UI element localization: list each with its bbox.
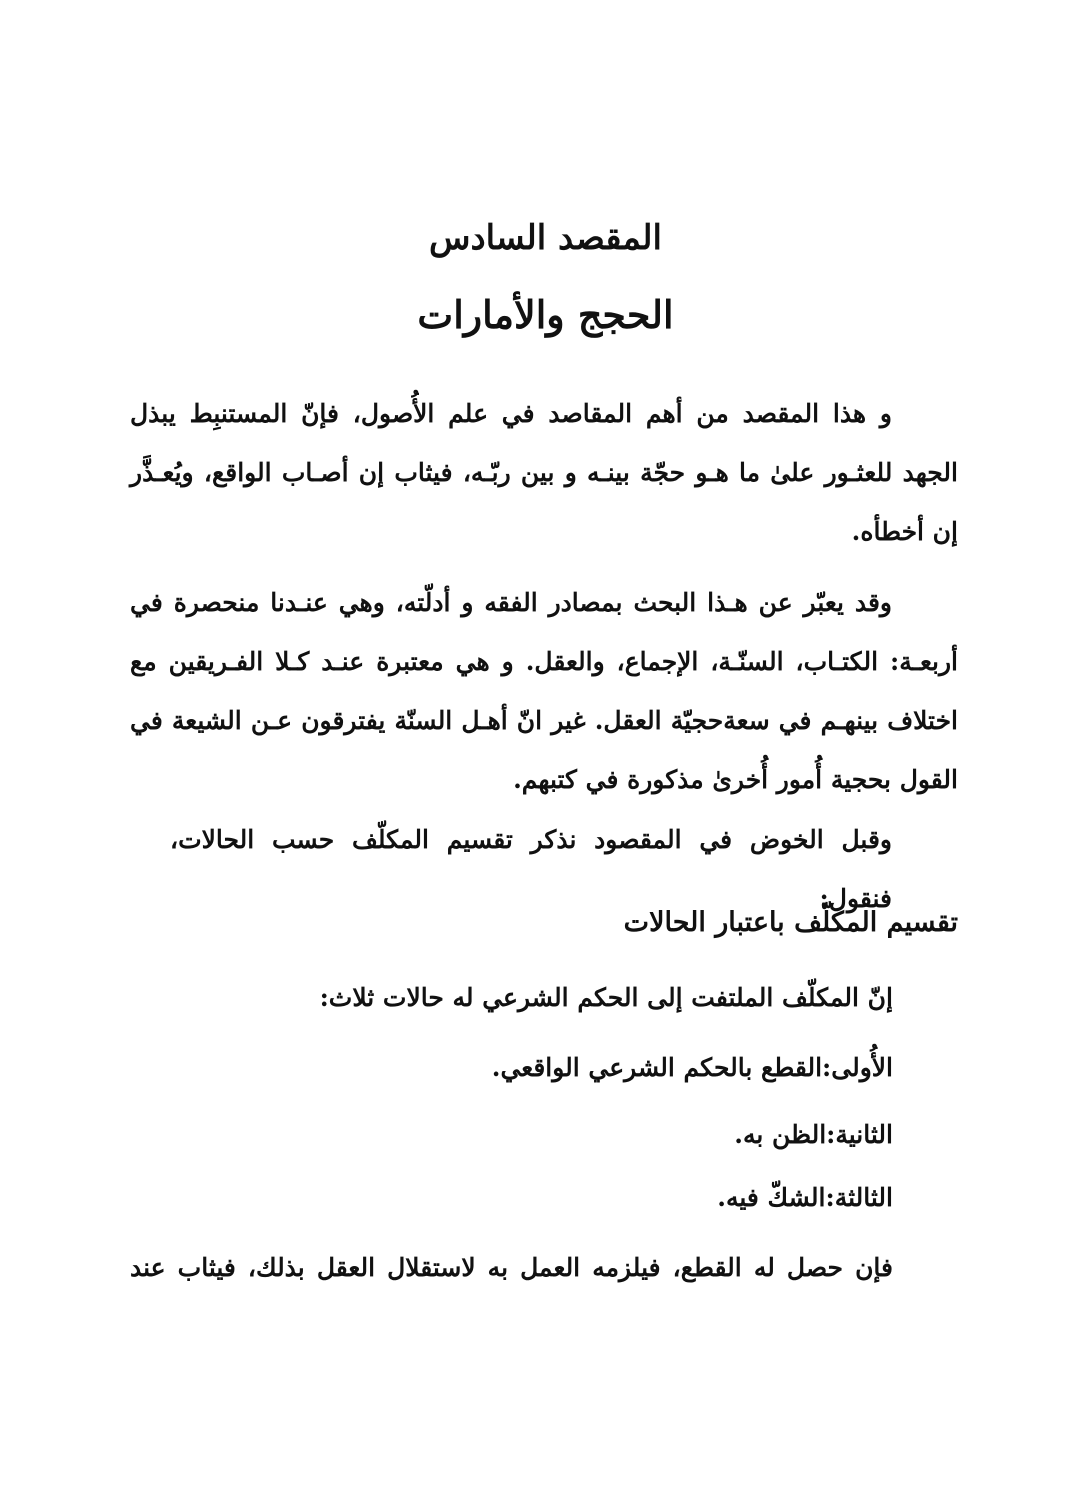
- chapter-subtitle: الحجج والأمارات: [417, 292, 674, 337]
- section-heading: تقسيم المكلّف باعتبار الحالات: [623, 907, 958, 938]
- paragraph-sources: وقد يعبّر عن هـذا البحث بمصادر الفقه و أدلّته، وهي عنـدنا منحصرة في أربعـة: الكتـاب، السنّـة، الإجماع، والعقل. و هي معتبرة عنـد كـلا الفـريقين مع اختلاف بينهـم في سعةحجيّة العقل. غير انّ أهـل السنّة يفترقون عـن الشيعة في القول بحجية أُمور أُخرىٰ مذكورة في كتبهم.: [130, 588, 958, 794]
- section-line-first: الأُولى:القطع بالحكم الشرعي الواقعي.: [491, 1053, 893, 1082]
- section-line-third: الثالثة:الشكّ فيه.: [717, 1183, 893, 1212]
- section-line-continuation: فإن حصل له القطع، فيلزمه العمل به لاستقلال العقل بذلك، فيثاب عند: [130, 1253, 893, 1282]
- section-line-second: الثانية:الظن به.: [734, 1120, 893, 1149]
- paragraph-transition: وقبل الخوض في المقصود نذكر تقسيم المكلّف حسب الحالات، فنقول:: [170, 825, 892, 913]
- section-line-intro: إنّ المكلّف الملتفت إلى الحكم الشرعي له حالات ثلاث:: [319, 983, 893, 1012]
- chapter-title: المقصد السادس: [429, 218, 662, 258]
- paragraph-intro: و هذا المقصد من أهم المقاصد في علم الأُصول، فإنّ المستنبِط يبذل الجهد للعثـور علىٰ ما هـو حجّة بينـه و بين ربّـه، فيثاب إن أصـاب الواقع، ويُعـذَّر إن أخطأه.: [130, 399, 958, 546]
